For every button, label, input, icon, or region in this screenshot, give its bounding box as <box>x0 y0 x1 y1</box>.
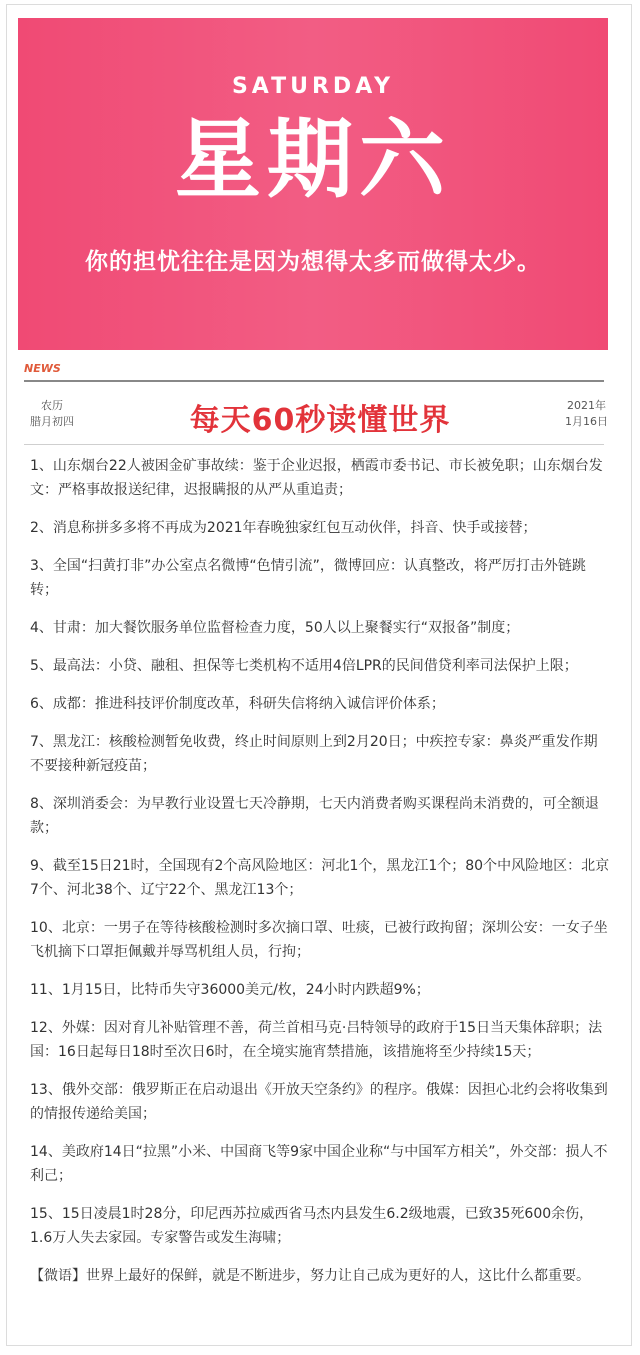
banner-quote: 你的担忧往往是因为想得太多而做得太少。 <box>85 249 541 275</box>
news-item: 11、1月15日，比特币失守36000美元/枚，24小时内跌超9%； <box>30 982 430 998</box>
news-item: 13、俄外交部：俄罗斯正在启动退出《开放天空条约》的程序。俄媒：因担心北约会将收集到的情报传递给美国； <box>30 1082 608 1122</box>
news-item: 6、成都：推进科技评价制度改革，科研失信将纳入诚信评价体系； <box>30 696 445 712</box>
news-item: 14、美政府14日“拉黑”小米、中国商飞等9家中国企业称“与中国军方相关”，外交部：损人不利己； <box>30 1144 608 1184</box>
news-item: 15、15日凌晨1时28分，印尼西苏拉威西省马杰内县发生6.2级地震，已致35死600余伤，1.6万人失去家园。专家警告或发生海啸； <box>30 1206 594 1246</box>
news-item: 8、深圳消委会：为早教行业设置七天冷静期，七天内消费者购买课程尚未消费的，可全额退款； <box>30 796 599 836</box>
header-divider <box>24 380 604 382</box>
date-year: 2021年 <box>567 399 606 412</box>
news-item: 9、截至15日21时，全国现有2个高风险地区：河北1个，黑龙江1个；80个中风险地区：北京7个、河北38个、辽宁22个、黑龙江13个； <box>30 858 610 898</box>
news-list <box>30 454 610 1302</box>
date-day: 1月16日 <box>565 415 608 428</box>
news-item: 10、北京：一男子在等待核酸检测时多次摘口罩、吐痰，已被行政拘留；深圳公安：一女子坐飞机摘下口罩拒佩戴并辱骂机组人员，行拘； <box>30 920 608 960</box>
quote-of-day: 【微语】世界上最好的保鲜，就是不断进步，努力让自己成为更好的人，这比什么都重要。 <box>30 1268 590 1284</box>
banner-weekday-cn: 星期六 <box>175 110 451 210</box>
news-item: 7、黑龙江：核酸检测暂免收费，终止时间原则上到2月20日；中疾控专家：鼻炎严重发作期不要接种新冠疫苗； <box>30 734 598 774</box>
news-item: 1、山东烟台22人被困金矿事故续：鉴于企业迟报，栖霞市委书记、市长被免职；山东烟台发文：严格事故报送纪律，迟报瞒报的从严从重追责； <box>30 458 603 498</box>
news-tag: NEWS <box>24 362 61 375</box>
news-item: 3、全国“扫黄打非”办公室点名微博“色情引流”，微博回应：认真整改，将严厉打击外链跳转； <box>30 558 586 598</box>
lunar-day: 腊月初四 <box>30 415 74 428</box>
gregorian-date <box>565 398 608 430</box>
day-banner <box>18 18 608 350</box>
news-item: 5、最高法：小贷、融租、担保等七类机构不适用4倍LPR的民间借贷利率司法保护上限； <box>30 658 578 674</box>
news-item: 2、消息称拼多多将不再成为2021年春晚独家红包互动伙伴，抖音、快手或接替； <box>30 520 537 536</box>
title-divider <box>24 444 604 445</box>
news-item: 4、甘肃：加大餐饮服务单位监督检查力度，50人以上聚餐实行“双报备”制度； <box>30 620 520 636</box>
banner-weekday-en: SATURDAY <box>231 74 395 99</box>
page-title: 每天60秒读懂世界 <box>189 403 451 438</box>
news-item: 12、外媒：因对育儿补贴管理不善，荷兰首相马克·吕特领导的政府于15日当天集体辞职；法国：16日起每日18时至次日6时，在全境实施宵禁措施，该措施将至少持续15天； <box>30 1020 603 1060</box>
lunar-label: 农历 <box>41 399 63 412</box>
